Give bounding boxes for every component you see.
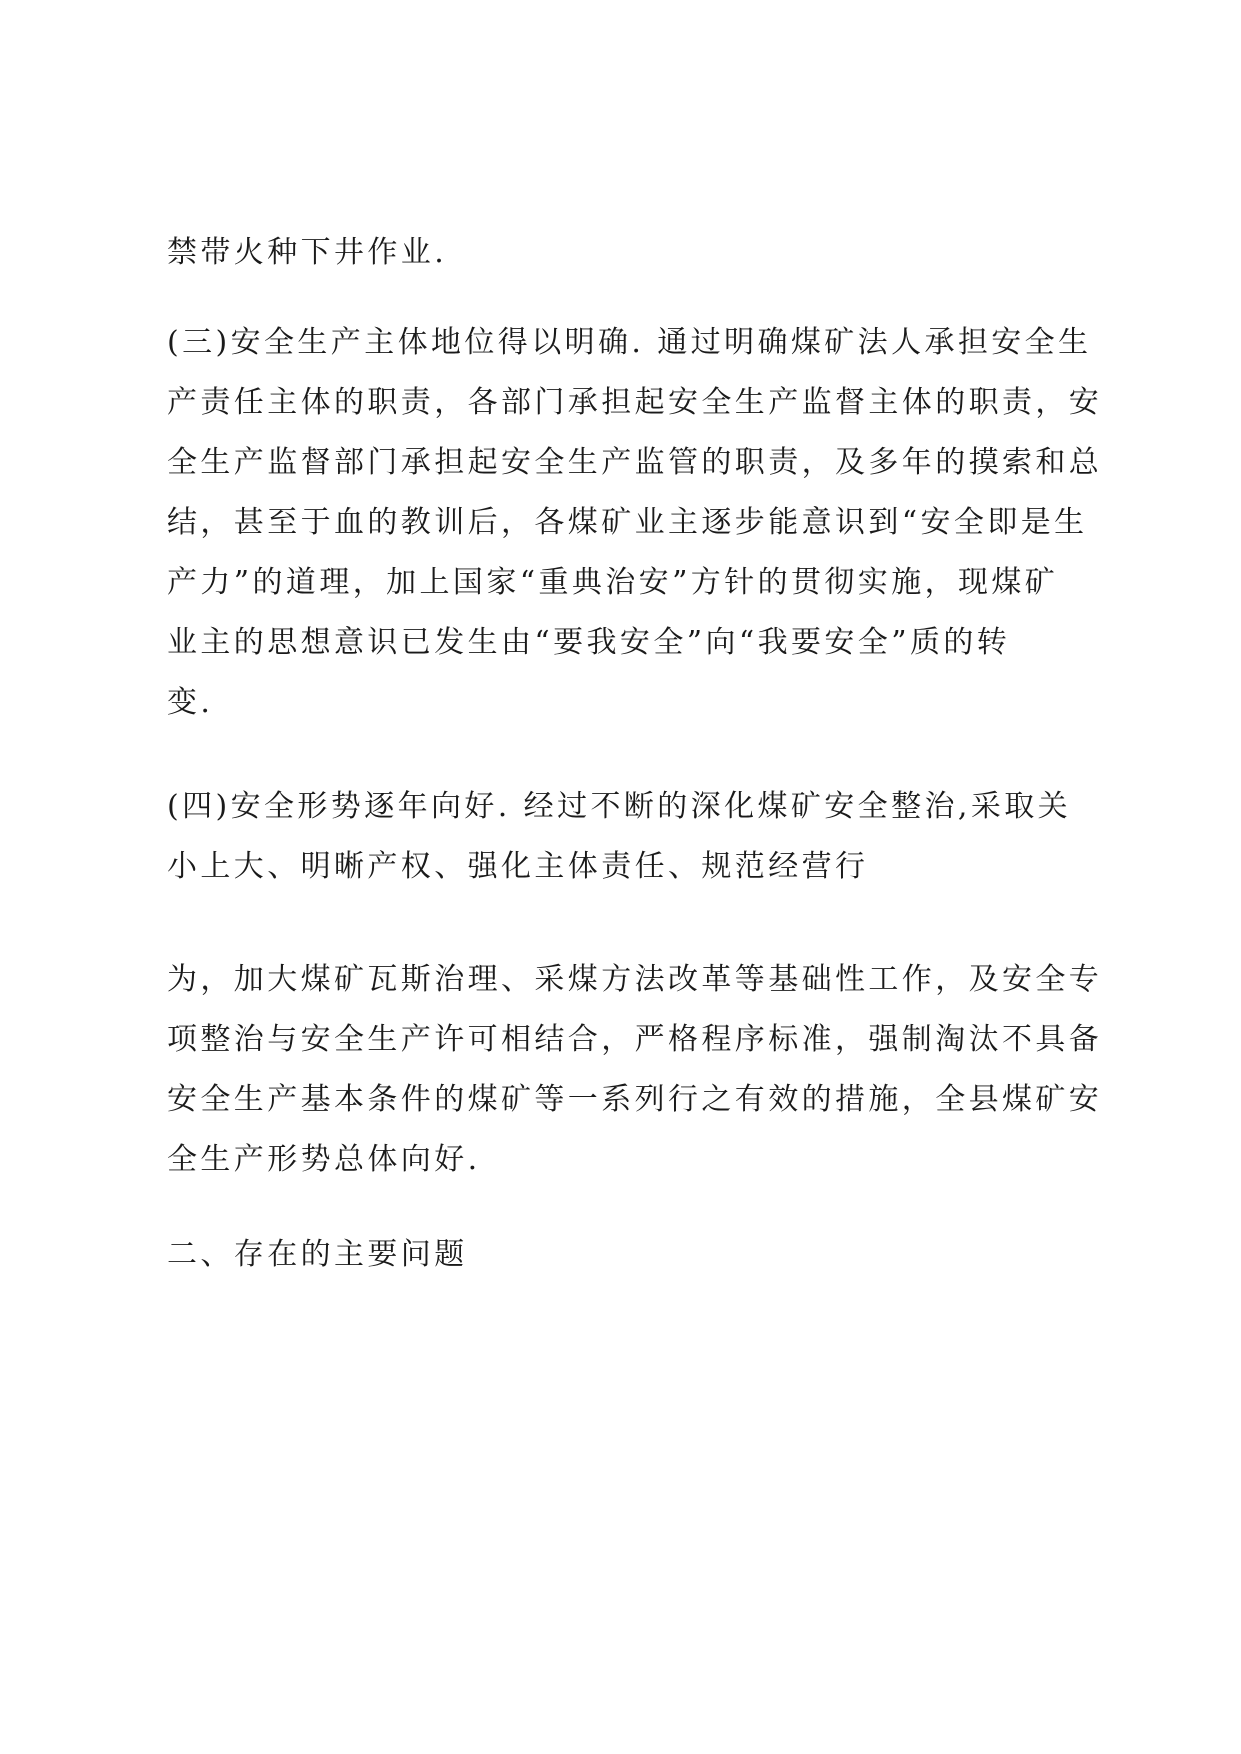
paragraph-line: 产力”的道理，加上国家“重典治安”方针的贯彻实施，现煤矿 — [167, 565, 1059, 600]
paragraph-line: 产责任主体的职责，各部门承担起安全生产监督主体的职责，安 — [167, 385, 1103, 420]
paragraph-line: 结，甚至于血的教训后，各煤矿业主逐步能意识到“安全即是生 — [167, 505, 1088, 540]
paragraph-line: (三)安全生产主体地位得以明确. 通过明确煤矿法人承担安全生 — [167, 325, 1092, 360]
paragraph-line: 项整治与安全生产许可相结合，严格程序标准，强制淘汰不具备 — [167, 1022, 1103, 1057]
paragraph-line: 变. — [167, 685, 214, 720]
paragraph-line: (四)安全形势逐年向好. 经过不断的深化煤矿安全整治,采取关 — [167, 789, 1072, 824]
paragraph-line: 全生产形势总体向好. — [167, 1142, 481, 1177]
paragraph-line: 禁带火种下井作业. — [167, 235, 448, 270]
paragraph-line: 小上大、明晰产权、强化主体责任、规范经营行 — [167, 849, 869, 884]
paragraph-line: 业主的思想意识已发生由“要我安全”向“我要安全”质的转 — [167, 625, 1011, 660]
paragraph-line: 为，加大煤矿瓦斯治理、采煤方法改革等基础性工作，及安全专 — [167, 962, 1103, 997]
paragraph-line: 全生产监督部门承担起安全生产监管的职责，及多年的摸索和总 — [167, 445, 1103, 480]
section-heading: 二、存在的主要问题 — [167, 1237, 468, 1272]
paragraph-line: 安全生产基本条件的煤矿等一系列行之有效的措施，全县煤矿安 — [167, 1082, 1103, 1117]
